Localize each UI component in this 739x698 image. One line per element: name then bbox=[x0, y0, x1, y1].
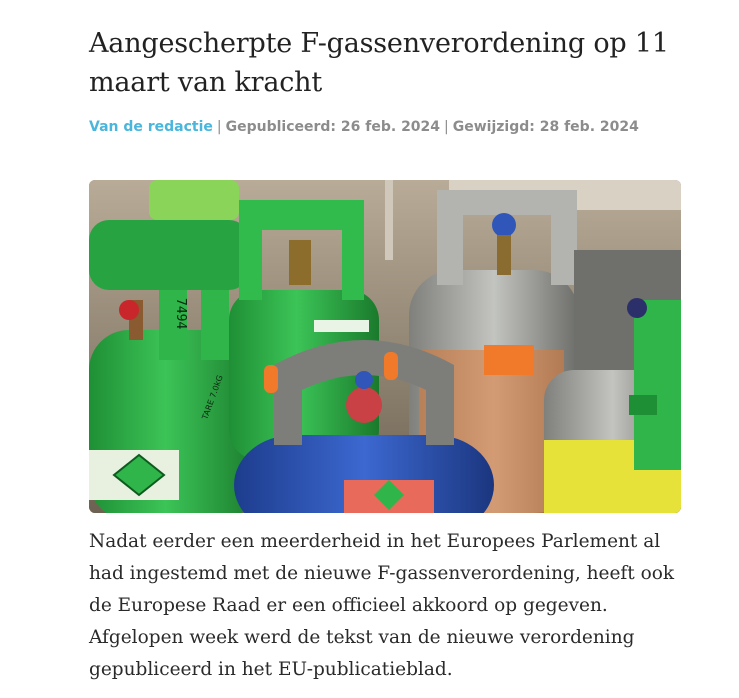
meta-separator: | bbox=[216, 119, 222, 135]
author-link[interactable]: Van de redactie bbox=[89, 119, 213, 135]
svg-text:TARE 7.0kG: TARE 7.0kG bbox=[200, 373, 225, 421]
article-title: Aangescherpte F-gassenverordening op 11 maart van kracht bbox=[89, 28, 669, 98]
gas-cylinders-photo bbox=[89, 180, 681, 513]
hero-image bbox=[89, 180, 681, 513]
meta-separator: | bbox=[444, 119, 449, 135]
svg-text:7494: 7494 bbox=[173, 298, 188, 330]
published-date: Gepubliceerd: 26 feb. 2024 bbox=[225, 119, 441, 135]
article-meta bbox=[89, 117, 639, 137]
modified-date: Gewijzigd: 28 feb. 2024 bbox=[452, 119, 639, 135]
article-body: Nadat eerder een meerderheid in het Europees Parlement al had ingestemd met de nieuwe F-gassenverordening, heeft ook de Europese Raad er een officieel akkoord op gegeven. Afgelopen week werd de tekst van de nieuwe verordening gepubliceerd in het EU-publicatieblad. bbox=[89, 531, 675, 680]
